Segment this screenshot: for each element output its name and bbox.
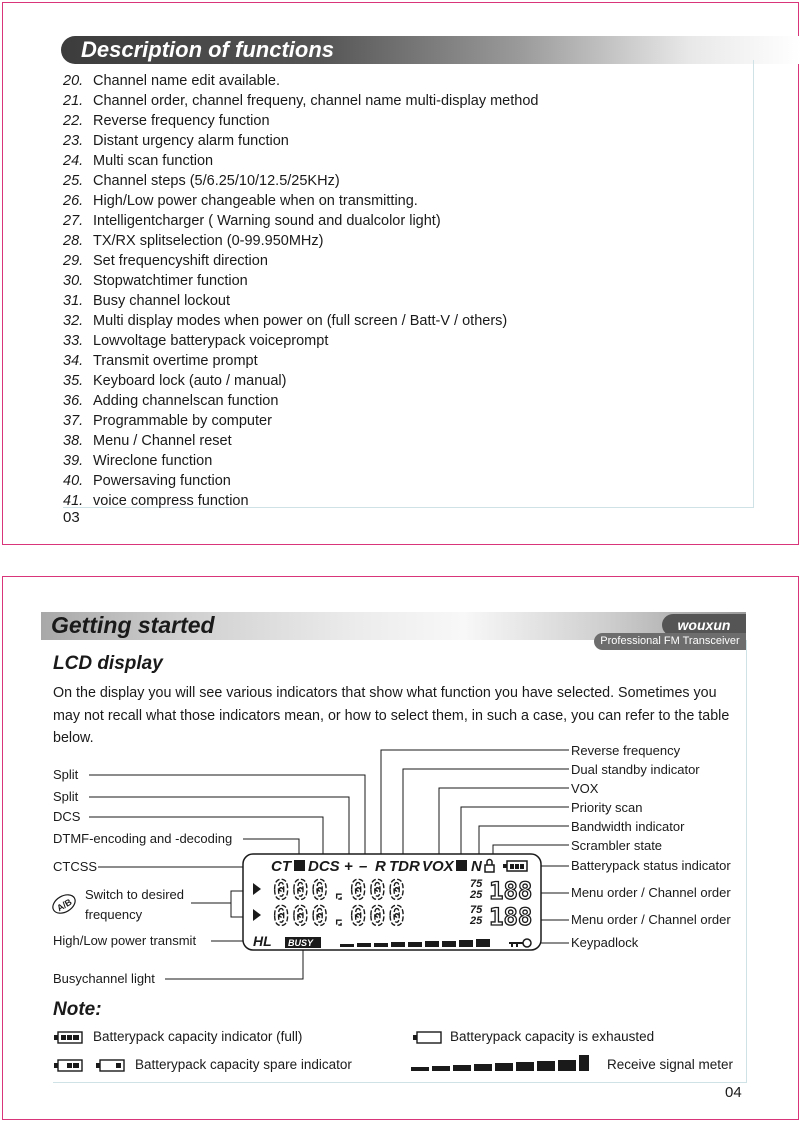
list-item [63,251,538,271]
note-battery-exhausted: Batterypack capacity is exhausted [450,1029,655,1044]
lcd-hl: HL [253,933,272,949]
lcd-s-box-icon [456,860,467,871]
item-text: Multi display modes when power on (full screen / Batt-V / others) [93,313,508,329]
leader-vox [439,788,569,857]
list-item [63,211,538,231]
item-text: Keyboard lock (auto / manual) [93,373,287,389]
label-busy-light: Busychannel light [53,971,155,986]
list-item [63,431,538,451]
brand-tagline: Professional FM Transceiver [594,633,746,650]
page-number: 04 [725,1084,742,1101]
lcd-step-75-bottom: 75 [470,904,483,916]
label-dual-standby: Dual standby indicator [571,762,700,777]
item-number: 34. [63,353,84,369]
label-reverse: Reverse frequency [571,743,681,758]
page-number: 03 [63,509,80,526]
label-switch-line1: Switch to desired [85,887,184,902]
note-battery-full: Batterypack capacity indicator (full) [93,1029,303,1044]
item-number: 24. [63,153,84,169]
item-number: 35. [63,373,84,389]
section-title: Description of functions [81,37,334,62]
ab-button-icon [50,891,79,917]
lcd-n: N [471,858,482,875]
signal-meter-legend-icon [411,1055,589,1071]
lcd-channel-top: 188 [489,877,533,905]
list-item [63,411,538,431]
list-item [63,371,538,391]
label-menu-order-2: Menu order / Channel order [571,912,731,927]
leader-switch-bottom [231,903,243,917]
item-number: 23. [63,133,84,149]
lcd-freq-bottom: 000.000 [273,901,408,932]
item-number: 21. [63,93,84,109]
list-item [63,191,538,211]
item-text: Programmable by computer [93,413,272,429]
battery-spare-icon [54,1060,82,1071]
list-item [63,131,538,151]
label-priority-scan: Priority scan [571,800,643,815]
item-text: Transmit overtime prompt [93,353,258,369]
label-switch-line2: frequency [85,907,143,922]
item-text: Set frequencyshift direction [93,253,268,269]
item-number: 39. [63,453,84,469]
item-number: 29. [63,253,84,269]
item-text: Stopwatchtimer function [93,273,248,289]
item-number: 30. [63,273,84,289]
item-number: 40. [63,473,84,489]
battery-empty-icon [413,1032,441,1043]
label-bandwidth: Bandwidth indicator [571,819,685,834]
lcd-ct: CT [271,858,291,875]
item-text: Distant urgency alarm function [93,133,289,149]
list-item [63,291,538,311]
item-text: Wireclone function [93,453,213,469]
list-item [63,111,538,131]
intro-paragraph: On the display you will see various indicators that show what function you have selected. Sometimes you may not recall what those indicators mean, or how to select them, in such a case, you can refer to the table below. [53,685,730,746]
note-signal-meter: Receive signal meter [607,1057,734,1072]
label-split-2: Split [53,789,79,804]
label-scrambler: Scrambler state [571,838,663,853]
page-03 [2,2,799,545]
item-text: Channel order, channel frequeny, channel name multi-display method [93,93,539,109]
label-keypad-lock: Keypadlock [571,935,639,950]
section-title: Getting started [51,612,215,638]
label-menu-order-1: Menu order / Channel order [571,885,731,900]
label-dcs: DCS [53,809,81,824]
lcd-freq-top: 000.000 [273,875,408,906]
item-text: Lowvoltage batterypack voiceprompt [93,333,329,349]
item-text: Adding channelscan function [93,393,279,409]
brand-name-text: wouxun [677,617,731,633]
label-ctcss: CTCSS [53,859,98,874]
lcd-vox: VOX [422,858,454,875]
label-power: High/Low power transmit [53,933,197,948]
list-item [63,171,538,191]
item-text: Intelligentcharger ( Warning sound and dualcolor light) [93,213,441,229]
label-split-1: Split [53,767,79,782]
list-item [63,491,538,511]
item-number: 22. [63,113,84,129]
leader-reverse [381,750,569,857]
lcd-tdr: TDR [389,858,420,875]
label-battery-status: Batterypack status indicator [571,858,731,873]
lcd-step-75-top: 75 [470,878,483,890]
lcd-t-box-icon [294,860,305,871]
item-text: Multi scan function [93,153,214,169]
note-title: Note: [53,999,102,1020]
item-number: 36. [63,393,84,409]
item-number: 32. [63,313,84,329]
subsection-title: LCD display [53,653,163,674]
note-battery-spare: Batterypack capacity spare indicator [135,1057,352,1072]
list-item [63,451,538,471]
item-text: Reverse frequency function [93,113,270,129]
list-item [63,471,538,491]
leader-busy [165,949,303,979]
list-item [63,91,538,111]
list-item [63,311,538,331]
page-04 [2,576,799,1120]
item-text: High/Low power changeable when on transmitting. [93,193,418,209]
item-text: Busy channel lockout [93,293,231,309]
item-text: voice compress function [93,493,249,509]
leader-split-1 [89,775,365,857]
lcd-minus: – [359,858,368,875]
battery-full-icon [54,1032,82,1043]
item-number: 27. [63,213,84,229]
function-list [63,71,538,511]
lcd-step-25-bottom: 25 [470,915,483,927]
leader-dual [403,769,569,857]
lcd-busy-text: BUSY [288,938,314,948]
item-number: 41. [63,493,84,509]
label-dtmf: DTMF-encoding and -decoding [53,831,233,846]
item-text: Powersaving function [93,473,231,489]
battery-low-icon [96,1060,124,1071]
leader-dcs [89,817,323,857]
leader-switch-top [191,891,243,903]
lcd-step-25-top: 25 [470,889,483,901]
list-item [63,391,538,411]
item-number: 28. [63,233,84,249]
item-number: 38. [63,433,84,449]
lcd-channel-bottom: 188 [489,903,533,931]
lcd-dcs: DCS [308,858,340,875]
ab-label: A/B [55,896,74,914]
lcd-r: R [375,858,386,875]
list-item [63,271,538,291]
item-text: TX/RX splitselection (0-99.950MHz) [93,233,324,249]
item-number: 26. [63,193,84,209]
label-vox: VOX [571,781,599,796]
list-item [63,71,538,91]
leader-priority [461,807,569,857]
list-item [63,231,538,251]
leader-split-2 [89,797,349,857]
list-item [63,331,538,351]
item-number: 20. [63,73,84,89]
item-number: 25. [63,173,84,189]
item-number: 33. [63,333,84,349]
list-item [63,351,538,371]
item-number: 37. [63,413,84,429]
item-text: Menu / Channel reset [93,433,232,449]
item-text: Channel name edit available. [93,73,281,89]
item-text: Channel steps (5/6.25/10/12.5/25KHz) [93,173,340,189]
list-item [63,151,538,171]
lcd-plus: + [344,858,353,875]
item-number: 31. [63,293,84,309]
